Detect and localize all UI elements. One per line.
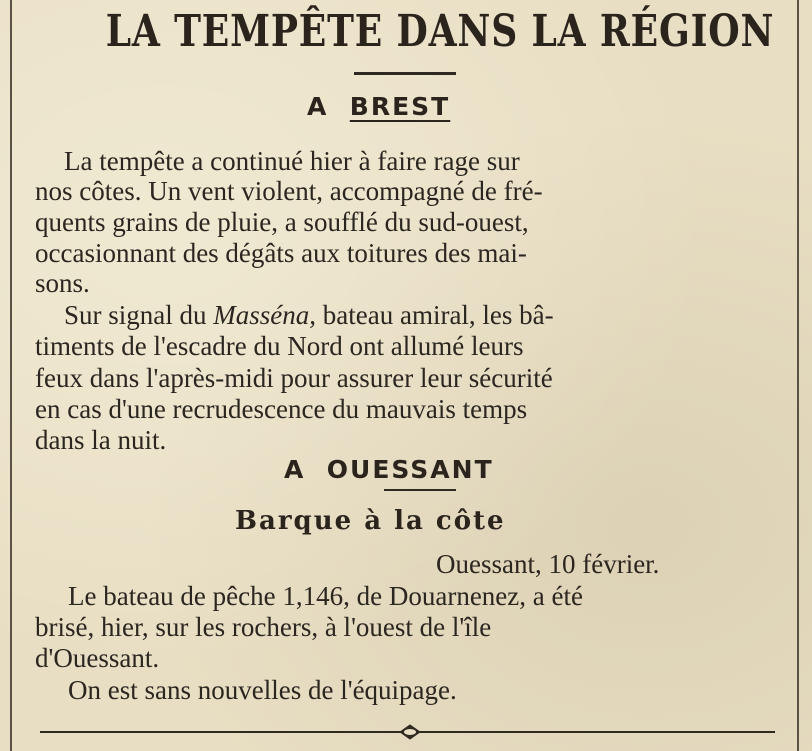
text-fragment: bateau amiral, les bâ- <box>316 300 554 330</box>
subhead-ouessant <box>284 455 494 484</box>
headline-rule <box>354 72 456 75</box>
dateline: Ouessant, 10 février. <box>436 549 660 579</box>
text-line: en cas d'une recrudescence du mauvais temps <box>35 394 528 424</box>
text-line: quents grains de pluie, a soufflé du sud-ouest, <box>35 207 529 237</box>
subhead-brest-prefix: A <box>307 92 329 121</box>
text-line: timents de l'escadre du Nord ont allumé leurs <box>35 331 524 361</box>
text-line: brisé, hier, sur les rochers, à l'ouest de l'île <box>35 612 492 642</box>
subhead-ouessant-prefix: A <box>284 455 306 484</box>
headline: LA TEMPÊTE DANS LA RÉGION <box>105 6 775 57</box>
text-line: occasionnant des dégâts aux toitures des mai- <box>35 238 527 268</box>
subhead-rule <box>384 489 456 491</box>
ship-name: Masséna, <box>213 300 317 330</box>
story-title: Barque à la côte <box>235 506 506 536</box>
subhead-brest <box>307 92 450 121</box>
text-line: La tempête a continué hier à faire rage sur <box>64 146 520 176</box>
text-line: feux dans l'après-midi pour assurer leur sécurité <box>35 363 553 393</box>
text-line: On est sans nouvelles de l'équipage. <box>68 675 457 705</box>
subhead-ouessant-place: OUESSANT <box>326 455 494 484</box>
text-line <box>64 300 554 330</box>
column-rule-right <box>797 0 799 751</box>
text-fragment: Sur signal du <box>64 300 214 330</box>
column-rule-left <box>10 0 12 751</box>
divider-ornament-icon <box>370 723 450 741</box>
subhead-brest-place: BREST <box>349 92 451 121</box>
text-line: d'Ouessant. <box>35 643 160 673</box>
text-line: sons. <box>35 268 90 298</box>
text-line: nos côtes. Un vent violent, accompagné de fré- <box>35 176 543 206</box>
text-line: dans la nuit. <box>35 425 167 455</box>
text-line: Le bateau de pêche 1,146, de Douarnenez, a été <box>68 581 583 611</box>
